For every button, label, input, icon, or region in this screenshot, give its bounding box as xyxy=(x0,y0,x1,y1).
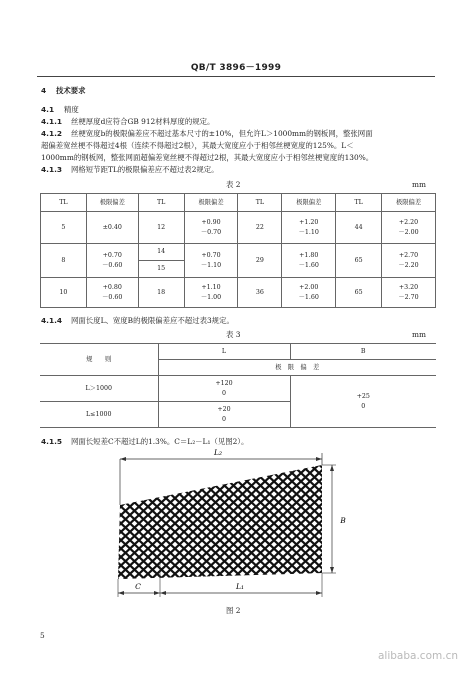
clause-4-1-4-text: 网面长度L、宽度B的极限偏差应不超过表3规定。 xyxy=(71,316,234,325)
arrowhead xyxy=(316,457,322,461)
arrowhead xyxy=(316,591,322,595)
table-2-cell: 14 xyxy=(138,244,184,261)
deviation-lower: －2.20 xyxy=(398,261,419,269)
clause-4-1-5-number: 4.1.5 xyxy=(41,437,63,446)
clause-4-1-5-text: 网面长短差C不超过L的1.3%。C＝L₂－L₁（见图2）。 xyxy=(71,437,249,446)
table-2-cell xyxy=(86,278,138,308)
deviation-lower: 0 xyxy=(361,402,366,410)
table-2-cell: 10 xyxy=(41,278,87,308)
figure-2-drawing xyxy=(100,445,370,615)
table-2-row xyxy=(41,278,436,308)
table-2-cell: 8 xyxy=(41,244,87,278)
standard-code: QB/T 3896－1999 xyxy=(190,63,282,73)
arrowhead xyxy=(330,465,334,471)
table-3-header-B: B xyxy=(290,344,436,360)
deviation-upper: +1.20 xyxy=(299,219,319,227)
table-2-cell: 15 xyxy=(138,261,184,278)
table-2-cell: 36 xyxy=(238,278,282,308)
table-2-cell xyxy=(382,244,436,278)
clause-4-1-2-line-2: 超偏差宽丝梗不得超过4根（连续不得超过2根），其最大宽度应小于相邻丝梗宽度的125%。L＜ xyxy=(41,141,354,150)
clause-4-1-3-text: 网格短节距TL的极限偏差应不超过表2规定。 xyxy=(71,165,219,174)
table-3-unit: mm xyxy=(412,330,427,339)
mesh-strand xyxy=(334,445,370,585)
clause-4-1-2-line-3: 1000mm的钢板网，整张网面超偏差宽丝梗不得超过2根，其最大宽度应小于相邻丝梗宽度的130%。 xyxy=(41,153,374,162)
table-2-cell: 18 xyxy=(138,278,184,308)
table-3-header-L: L xyxy=(158,344,290,360)
table-2-cell: 65 xyxy=(336,244,382,278)
label-L2: L₂ xyxy=(214,448,222,457)
label-L1: L₁ xyxy=(236,582,244,591)
label-B: B xyxy=(340,516,346,525)
deviation-lower: －1.60 xyxy=(298,293,319,301)
mesh-strand xyxy=(352,445,370,585)
table-2-cell xyxy=(86,244,138,278)
table-2-header-deviation: 极限偏差 xyxy=(86,194,138,212)
table-3-header-spec: 规 则 xyxy=(40,344,158,376)
deviation-lower: －1.10 xyxy=(200,261,222,269)
mesh-strand xyxy=(316,445,370,585)
section-4-number: 4 xyxy=(41,86,47,95)
table-2-cell xyxy=(282,212,336,244)
mesh-strand xyxy=(316,445,370,585)
table-2-cell xyxy=(184,278,238,308)
table-2-cell xyxy=(184,244,238,278)
header-rule xyxy=(37,76,435,77)
deviation-lower: －0.70 xyxy=(200,228,222,236)
label-C: C xyxy=(135,582,141,591)
arrowhead xyxy=(160,591,166,595)
page-number: 5 xyxy=(40,631,45,640)
deviation-upper: +20 xyxy=(217,406,231,414)
arrowhead xyxy=(118,591,124,595)
deviation-lower: 0 xyxy=(221,415,226,423)
table-2-header-row xyxy=(41,194,436,212)
watermark: alibaba.com.cn xyxy=(378,650,458,662)
clause-4-1-4-number: 4.1.4 xyxy=(41,316,63,325)
clause-4-1-number: 4.1 xyxy=(41,105,55,114)
deviation-lower: －2.00 xyxy=(398,228,419,236)
expanded-metal-mesh xyxy=(100,445,370,585)
mesh-strand xyxy=(100,445,205,585)
clause-4-1-2-line-1: 丝梗宽度b的极限偏差应不超过基本尺寸的±10%，但允许L＞1000mm的钢板网，整张网面 xyxy=(71,129,373,138)
table-2-header-tl: TL xyxy=(238,194,282,212)
deviation-upper: +25 xyxy=(356,393,370,401)
table-2-cell xyxy=(282,244,336,278)
table-3-cell xyxy=(290,376,436,428)
table-2-cell: 29 xyxy=(238,244,282,278)
deviation-upper: +1.80 xyxy=(299,252,319,260)
clause-4-1-2-number: 4.1.2 xyxy=(41,129,63,138)
deviation-upper: +0.80 xyxy=(102,284,122,292)
clause-4-1-1-number: 4.1.1 xyxy=(41,117,63,126)
mesh-strand xyxy=(100,445,106,585)
mesh-strand xyxy=(100,445,205,585)
table-2-header-tl: TL xyxy=(138,194,184,212)
table-3-cell xyxy=(158,402,290,428)
table-3-cell xyxy=(158,376,290,402)
table-2-cell: 44 xyxy=(336,212,382,244)
section-4-title: 技术要求 xyxy=(56,86,86,95)
table-2-header-tl: TL xyxy=(336,194,382,212)
mesh-strand xyxy=(100,445,115,585)
table-3 xyxy=(40,343,436,428)
table-2-row xyxy=(41,244,436,261)
table-2-cell: 22 xyxy=(238,212,282,244)
deviation-upper: +0.70 xyxy=(102,252,122,260)
mesh-strand xyxy=(334,445,370,585)
clause-4-1-title: 精度 xyxy=(64,105,79,114)
deviation-upper: +2.20 xyxy=(398,219,419,227)
table-2-cell: 65 xyxy=(336,278,382,308)
table-2-header-deviation: 极限偏差 xyxy=(184,194,238,212)
mesh-strand xyxy=(100,445,151,585)
deviation-upper: +1.10 xyxy=(201,284,221,292)
deviation-upper: +0.70 xyxy=(201,252,221,260)
table-2-header-tl: TL xyxy=(41,194,87,212)
figure-2-caption: 图 2 xyxy=(226,606,241,615)
deviation-lower: －0.60 xyxy=(102,293,123,301)
deviation-upper: +120 xyxy=(215,380,233,388)
deviation-upper: +2.00 xyxy=(299,284,319,292)
mesh-strand xyxy=(361,445,370,585)
deviation-lower: －1.00 xyxy=(200,293,222,301)
arrowhead xyxy=(120,457,126,461)
deviation-lower: －2.70 xyxy=(398,293,419,301)
table-2-cell: ±0.40 xyxy=(86,212,138,244)
deviation-upper: +0.90 xyxy=(201,219,221,227)
mesh-strand xyxy=(352,445,370,585)
table-3-cell: L≤1000 xyxy=(40,402,158,428)
arrowhead xyxy=(154,591,160,595)
table-2-cell xyxy=(184,212,238,244)
deviation-upper: +2.70 xyxy=(398,252,419,260)
table-3-header-deviation: 极 限 偏 差 xyxy=(158,360,436,376)
table-2 xyxy=(40,193,436,308)
mesh-strand xyxy=(361,445,370,585)
arrowhead xyxy=(330,567,334,573)
mesh-strand xyxy=(100,445,151,585)
table-2-cell: 5 xyxy=(41,212,87,244)
deviation-upper: +3.20 xyxy=(398,284,419,292)
deviation-lower: －1.10 xyxy=(298,228,319,236)
table-2-cell xyxy=(282,278,336,308)
table-2-cell xyxy=(382,278,436,308)
table-2-caption: 表 2 xyxy=(226,180,241,189)
table-2-unit: mm xyxy=(412,180,427,189)
mesh-strand xyxy=(343,445,370,585)
clause-4-1-1-text: 丝梗厚度d应符合GB 912材料厚度的规定。 xyxy=(71,117,215,126)
mesh-strand xyxy=(100,445,106,585)
clause-4-1-3-number: 4.1.3 xyxy=(41,165,63,174)
table-3-caption: 表 3 xyxy=(226,330,241,339)
table-2-header-deviation: 极限偏差 xyxy=(382,194,436,212)
table-2-row xyxy=(41,212,436,244)
table-2-cell: 12 xyxy=(138,212,184,244)
table-3-header-row xyxy=(40,344,436,360)
deviation-lower: －0.60 xyxy=(102,261,123,269)
mesh-strand xyxy=(343,445,370,585)
deviation-lower: －1.60 xyxy=(298,261,319,269)
table-3-cell: L＞1000 xyxy=(40,376,158,402)
table-2-cell xyxy=(382,212,436,244)
mesh-strand xyxy=(100,445,115,585)
deviation-lower: 0 xyxy=(221,389,226,397)
table-3-row xyxy=(40,376,436,402)
table-2-header-deviation: 极限偏差 xyxy=(282,194,336,212)
